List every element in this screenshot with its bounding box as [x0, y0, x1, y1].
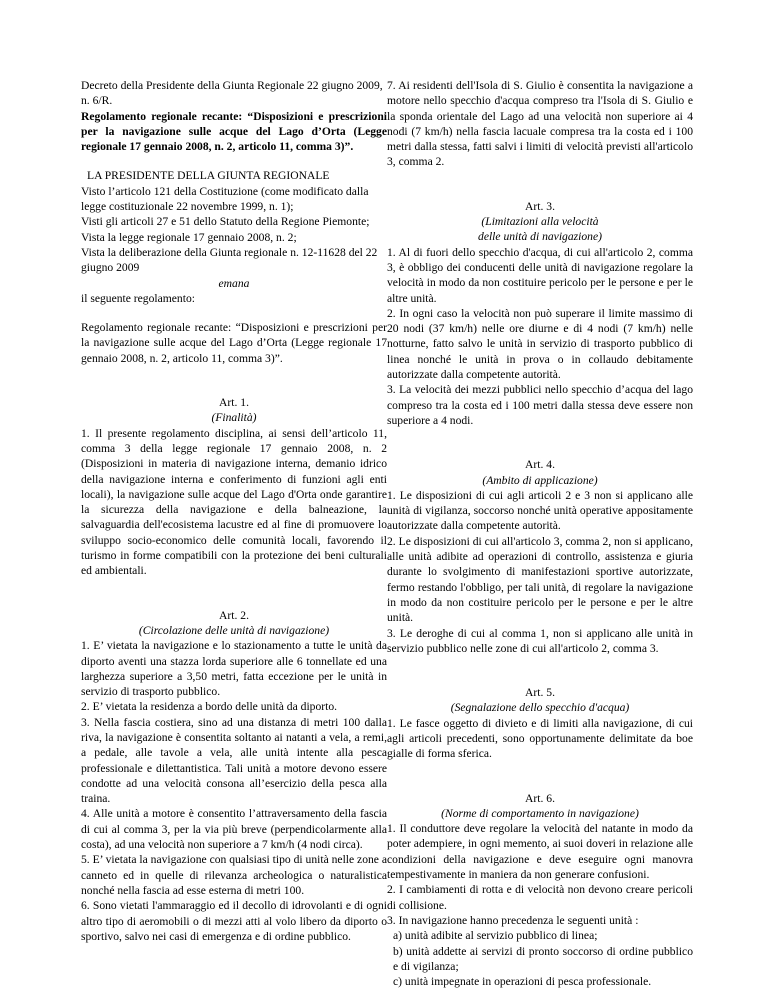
- article-2-paragraph: 6. Sono vietati l'ammaraggio ed il decollo di idrovolanti e di ogni altro tipo di aeromobili o di mezzi atti al volo libero da diporto o sportivo, salvo nei casi di emergenza e di ordine pubblico.: [81, 899, 387, 943]
- article-5-heading: (Segnalazione dello specchio d'acqua): [450, 701, 630, 715]
- article-5-number: Art. 5.: [525, 686, 555, 700]
- preamble-line: Visti gli articoli 27 e 51 dello Statuto della Regione Piemonte;: [81, 215, 370, 229]
- article-3-number: Art. 3.: [525, 199, 555, 213]
- preamble-line: Visto l’articolo 121 della Costituzione (come modificato dalla legge costituzionale 22 novembre 1999, n. 1);: [81, 184, 369, 214]
- emana-label: emana: [218, 276, 250, 290]
- article-4-paragraph: 2. Le disposizioni di cui all'articolo 3, comma 2, non si applicano, alle unità adibite ad operazioni di controllo, assistenza e giuria durante lo svolgimento di manifestazioni sportive autorizzate, fermo restando l'obbligo, per tali unità, di regolare la navigazione in modo da non costituire pericolo per le persone e per le altre unità.: [387, 534, 693, 625]
- following-regulation: il seguente regolamento:: [81, 291, 195, 305]
- article-6-heading: (Norme di comportamento in navigazione): [441, 806, 639, 820]
- article-4-paragraph: 1. Le disposizioni di cui agli articoli 2 e 3 non si applicano alle unità di vigilanza, soccorso nonché unità operative appositamente autorizzate dalla competente autorità.: [387, 488, 693, 533]
- preamble-heading: LA PRESIDENTE DELLA GIUNTA REGIONALE: [87, 169, 330, 183]
- article-6-list-item: b) unità addette ai servizi di pronto soccorso di ordine pubblico e di vigilanza;: [393, 944, 693, 973]
- article-6-paragraph: 3. In navigazione hanno precedenza le seguenti unità :: [387, 913, 639, 927]
- decree-title: Regolamento regionale recante: “Disposizioni e prescrizioni per la navigazione sulle acque del Lago d’Orta (Legge regionale 17 gennaio 2008, n. 2, articolo 11, comma 3)”.: [81, 109, 387, 154]
- regulation-title: Regolamento regionale recante: “Disposizioni e prescrizioni per la navigazione sulle acque del Lago d’Orta (Legge regionale 17 gennaio 2008, n. 2, articolo 11, comma 3)”.: [81, 321, 387, 365]
- article-3-paragraph: 3. La velocità dei mezzi pubblici nello specchio d’acqua del lago compreso tra la costa ed i 100 metri dalla stessa deve essere non superiore a 4 nodi.: [387, 383, 693, 427]
- left-column: [81, 78, 387, 944]
- article-1-number: Art. 1.: [219, 396, 249, 410]
- article-2-paragraph: 1. E’ vietata la navigazione e lo stazionamento a tutte le unità da diporto aventi una stazza lorda superiore alle 6 tonnellate ed una larghezza superiore a 3,50 metri, fatta eccezione per le unità in servizio di trasporto pubblico.: [81, 639, 387, 699]
- article-1-heading: (Finalità): [211, 411, 257, 425]
- article-4-number: Art. 4.: [525, 458, 555, 472]
- article-6-paragraph: 2. I cambiamenti di rotta e di velocità non devono creare pericoli di collisione.: [387, 883, 693, 912]
- article-5-paragraph: 1. Le fasce oggetto di divieto e di limiti alla navigazione, di cui agli articoli precedenti, sono opportunamente delimitate da boe gialle di forma sferica.: [387, 716, 693, 761]
- article-2-paragraph: 5. E’ vietata la navigazione con qualsiasi tipo di unità nelle zone a canneto ed in quelle di rilevanza archeologica o naturalistica nonché nella fascia ad esse esterna di metri 100.: [81, 853, 387, 897]
- article-2-heading: (Circolazione delle unità di navigazione): [138, 623, 330, 637]
- decree-intro: Decreto della Presidente della Giunta Regionale 22 giugno 2009, n. 6/R.: [81, 79, 383, 108]
- article-2-paragraph: 7. Ai residenti dell'Isola di S. Giulio è consentita la navigazione a motore nello specchio d'acqua compreso tra l'Isola di S. Giulio e la sponda orientale del Lago ad una velocità non superiore ai 4 nodi (7 km/h) nella fascia lacuale compresa tra la costa ed i 100 metri dalla stessa, fatti salvi i limiti di velocità previsti all'articolo 3, comma 2.: [387, 79, 693, 169]
- article-2-paragraph: 4. Alle unità a motore è consentito l’attraversamento della fascia di cui al comma 3, per la via più breve (perpendicolarmente alla costa), ad una velocità non superiore a 7 km/h (4 nodi circa).: [81, 807, 387, 852]
- article-4-heading: (Ambito di applicazione): [482, 473, 598, 487]
- preamble-line: Vista la deliberazione della Giunta regionale n. 12-11628 del 22 giugno 2009: [81, 245, 378, 275]
- article-3-paragraph: 1. Al di fuori dello specchio d'acqua, di cui all'articolo 2, comma 3, è obbligo dei conducenti delle unità di navigazione regolare la velocità in modo da non costituire pericolo per le persone e per le altre unità.: [387, 245, 693, 305]
- article-2-paragraph: 2. E’ vietata la residenza a bordo delle unità da diporto.: [81, 700, 338, 714]
- article-6-list-item: a) unità adibite al servizio pubblico di linea;: [393, 929, 598, 943]
- article-4-paragraph: 3. Le deroghe di cui al comma 1, non si applicano alle unità in servizio pubblico nelle zone di cui all'articolo 2, comma 3.: [387, 626, 693, 655]
- article-3-heading: delle unità di navigazione): [478, 230, 602, 244]
- article-6-list-item: c) unità impegnate in operazioni di pesca professionale.: [393, 975, 652, 989]
- preamble-line: Vista la legge regionale 17 gennaio 2008, n. 2;: [81, 230, 297, 244]
- article-2-paragraph: 3. Nella fascia costiera, sino ad una distanza di metri 100 dalla riva, la navigazione è consentita soltanto ai natanti a vela, a remi, a pedale, alle tavole a vela, alle unità intente alla pesca professionale e dilettantistica. Tali unità a motore devono essere condotte ad una velocità consona all’esercizio della pesca alla traina.: [81, 715, 387, 806]
- article-3-paragraph: 2. In ogni caso la velocità non può superare il limite massimo di 20 nodi (37 km/h) nelle ore diurne e di 4 nodi (7 km/h) nelle notturne, fatto salvo le unità in servizio di trasporto pubblico di linea nonché le unità in prova o in collaudo debitamente autorizzate dalla competente autorità.: [387, 306, 693, 382]
- right-column: [387, 78, 693, 989]
- article-6-paragraph: 1. Il conduttore deve regolare la velocità del natante in modo da poter adempiere, in ogni memento, ai suoi doveri in relazione alle condizioni della navigazione e deve eseguire ogni manovra tempestivamente in maniera da non generare confusioni.: [387, 822, 693, 882]
- article-1-paragraph: 1. Il presente regolamento disciplina, ai sensi dell’articolo 11, comma 3 della legge regionale 17 gennaio 2008, n. 2 (Disposizioni in materia di navigazione interna, demanio idrico della navigazione interna e conferimento di funzioni agli enti locali), la navigazione sulle acque del Lago d'Orta onde garantire la sicurezza della navigazione e della balneazione, la salvaguardia dell'ecosistema lacustre ed al fine di promuovere lo sviluppo socio-economico delle comunità locali, favorendo il turismo in forme compatibili con la protezione dei beni culturali ed ambientali.: [81, 426, 387, 578]
- article-3-heading: (Limitazioni alla velocità: [481, 215, 599, 229]
- article-6-number: Art. 6.: [525, 791, 555, 805]
- article-2-number: Art. 2.: [219, 608, 249, 622]
